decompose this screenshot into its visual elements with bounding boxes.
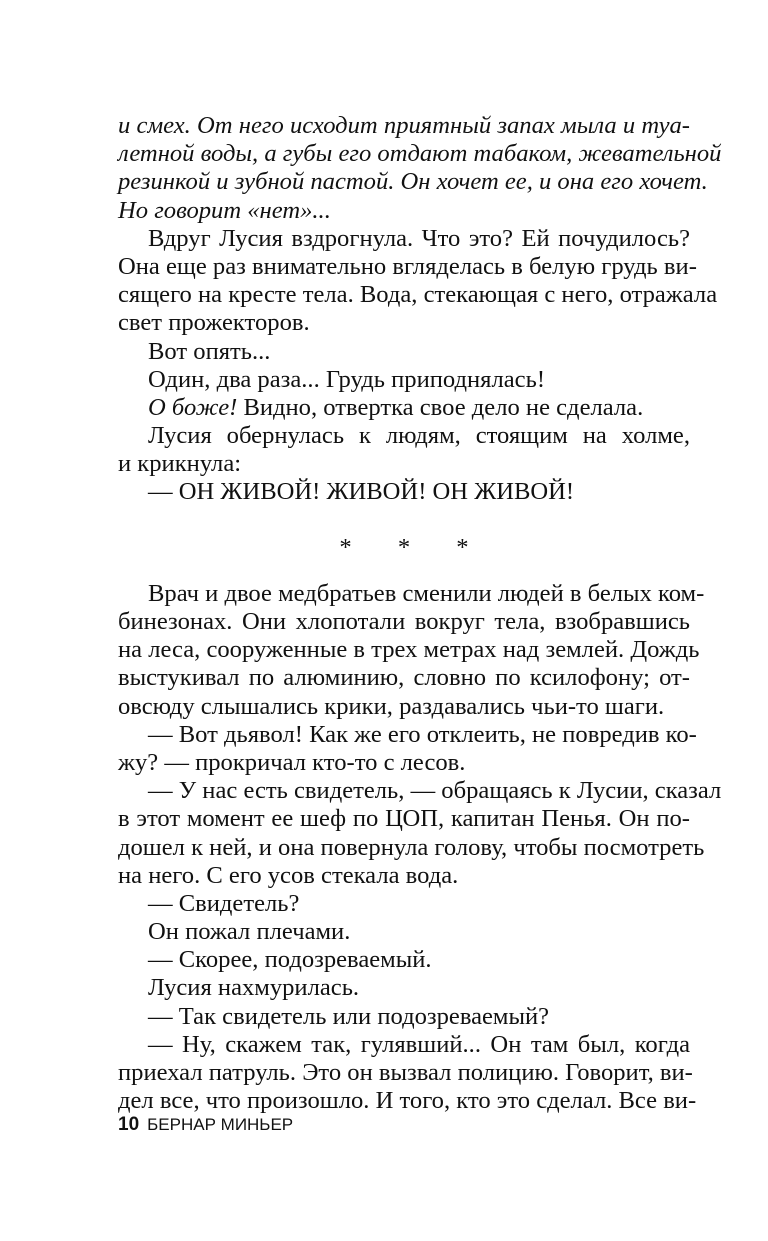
- text-line: — Скорее, подозреваемый.: [148, 946, 432, 974]
- text-line: и смех. От него исходит приятный запах мыла и туа-: [118, 112, 690, 139]
- text-line: на него. С его усов стекала вода.: [118, 861, 459, 889]
- text-line: — Ну, скажем так, гулявший... Он там был, когда: [148, 1030, 690, 1058]
- text-span: Видно, отвертка свое дело не сделала.: [237, 393, 644, 421]
- text-line: выстукивал по алюминию, словно по ксилофону; от-: [118, 664, 690, 692]
- text-line: свет прожекторов.: [118, 309, 310, 337]
- text-line: [118, 394, 690, 422]
- text-line: — Так свидетель или подозреваемый?: [148, 1002, 550, 1030]
- text-line: резинкой и зубной пастой. Он хочет ее, и она его хочет.: [118, 168, 708, 196]
- text-line: Один, два раза... Грудь приподнялась!: [148, 365, 546, 393]
- italic-exclamation: О боже!: [148, 393, 238, 421]
- text-line: Лусия нахмурилась.: [148, 974, 360, 1002]
- text-line: сящего на кресте тела. Вода, стекающая с него, отражала: [118, 281, 718, 309]
- text-line: Но говорит «нет»...: [118, 196, 331, 224]
- running-head-author: БЕРНАР МИНЬЕР: [147, 1115, 294, 1134]
- page-text: [118, 112, 722, 1115]
- spacer: [118, 507, 690, 534]
- text-line: бинезонах. Они хлопотали вокруг тела, взобравшись: [118, 608, 690, 635]
- page-number: 10: [118, 1114, 140, 1135]
- text-line: дел все, что произошло. И того, кто это сделал. Все ви-: [118, 1087, 697, 1115]
- text-line: Вдруг Лусия вздрогнула. Что это? Ей почудилось?: [148, 224, 690, 252]
- text-line: Вот опять...: [148, 337, 271, 365]
- text-line: на леса, сооруженные в трех метрах над землей. Дождь: [118, 636, 700, 664]
- text-line: — Свидетель?: [148, 889, 300, 917]
- text-line: Лусия обернулась к людям, стоящим на холме,: [148, 422, 690, 450]
- text-line: Врач и двое медбратьев сменили людей в белых ком-: [148, 579, 705, 607]
- text-line: в этот момент ее шеф по ЦОП, капитан Пенья. Он по-: [118, 805, 690, 833]
- text-line: жу? — прокричал кто-то с лесов.: [118, 748, 466, 776]
- section-separator: * * *: [339, 533, 489, 561]
- text-line: и крикнула:: [118, 450, 242, 478]
- text-line: приехал патруль. Это он вызвал полицию. Говорит, ви-: [118, 1059, 693, 1086]
- text-line: — У нас есть свидетель, — обращаясь к Лусии, сказал: [148, 777, 722, 805]
- page-footer: [118, 1114, 293, 1136]
- text-line: Она еще раз внимательно вгляделась в белую грудь ви-: [118, 252, 697, 280]
- text-line: овсюду слышались крики, раздавались чьи-то шаги.: [118, 692, 665, 720]
- text-line: дошел к ней, и она повернула голову, чтобы посмотреть: [118, 833, 705, 861]
- text-line: летной воды, а губы его отдают табаком, жевательной: [118, 140, 722, 168]
- text-line: — ОН ЖИВОЙ! ЖИВОЙ! ОН ЖИВОЙ!: [148, 478, 575, 506]
- text-line: Он пожал плечами.: [148, 918, 351, 946]
- spacer: [118, 562, 690, 580]
- text-line: — Вот дьявол! Как же его отклеить, не повредив ко-: [148, 720, 697, 748]
